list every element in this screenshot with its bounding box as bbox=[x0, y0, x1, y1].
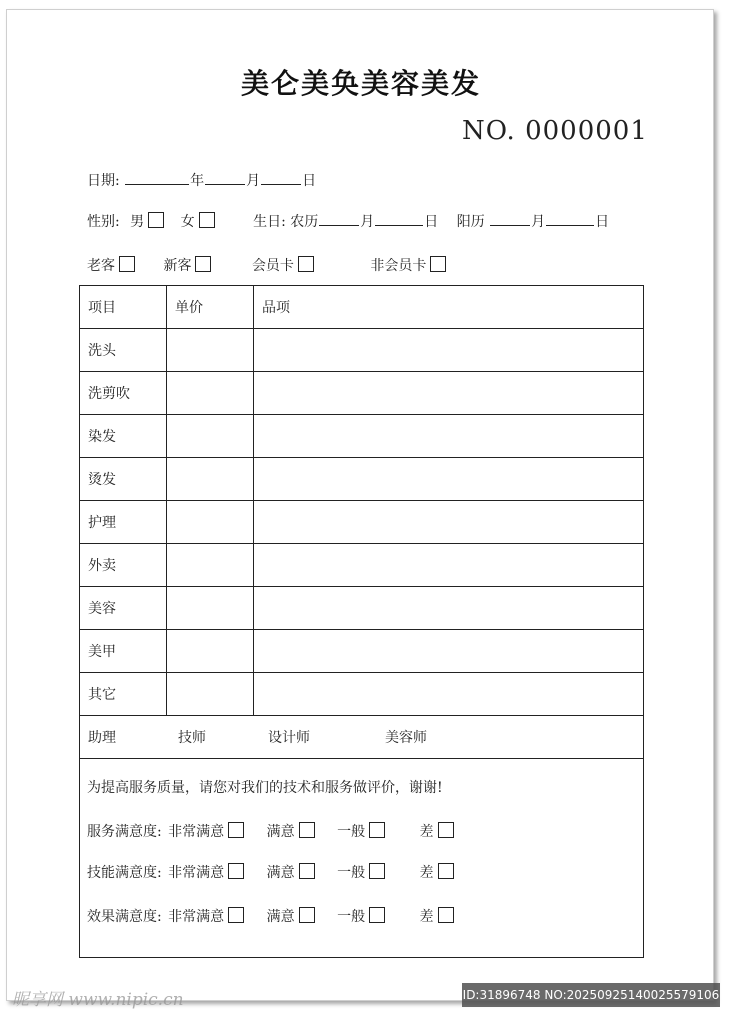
option-very-satisfied: 非常满意 bbox=[168, 824, 225, 840]
option-very-satisfied: 非常满意 bbox=[168, 909, 225, 925]
service-average-checkbox[interactable] bbox=[369, 822, 385, 838]
price-cell[interactable] bbox=[167, 372, 254, 415]
table-row bbox=[80, 673, 644, 716]
gender-label: 性别: bbox=[87, 214, 120, 230]
solar-month-label: 月 bbox=[531, 214, 546, 230]
old-customer-checkbox[interactable] bbox=[119, 256, 135, 272]
survey-row-result bbox=[87, 906, 454, 926]
price-cell[interactable] bbox=[167, 587, 254, 630]
skill-satisfied-checkbox[interactable] bbox=[299, 863, 315, 879]
month-field[interactable] bbox=[205, 170, 245, 185]
form-title: 美仑美奂美容美发 bbox=[240, 67, 481, 100]
price-cell[interactable] bbox=[167, 630, 254, 673]
table-row bbox=[80, 329, 644, 372]
watermark-id: ID:31896748 NO:20250925140025579106 bbox=[462, 983, 720, 1007]
day-field[interactable] bbox=[261, 170, 301, 185]
item-label: 外卖 bbox=[80, 544, 167, 587]
day-label: 日 bbox=[302, 173, 317, 189]
price-cell[interactable] bbox=[167, 544, 254, 587]
survey-intro: 为提高服务质量，请您对我们的技术和服务做评价，谢谢! bbox=[87, 780, 443, 796]
price-cell[interactable] bbox=[167, 329, 254, 372]
skill-average-checkbox[interactable] bbox=[369, 863, 385, 879]
table-row bbox=[80, 372, 644, 415]
option-average: 一般 bbox=[337, 865, 366, 881]
survey-label: 技能满意度: bbox=[87, 865, 162, 881]
product-cell[interactable] bbox=[254, 329, 644, 372]
male-checkbox[interactable] bbox=[148, 212, 164, 228]
assistant-label: 助理 bbox=[88, 730, 116, 746]
result-poor-checkbox[interactable] bbox=[438, 907, 454, 923]
service-poor-checkbox[interactable] bbox=[438, 822, 454, 838]
price-cell[interactable] bbox=[167, 415, 254, 458]
product-cell[interactable] bbox=[254, 372, 644, 415]
member-card-label: 会员卡 bbox=[251, 258, 294, 274]
year-field[interactable] bbox=[125, 170, 189, 185]
product-cell[interactable] bbox=[254, 587, 644, 630]
table-row bbox=[80, 501, 644, 544]
option-average: 一般 bbox=[337, 824, 366, 840]
option-poor: 差 bbox=[419, 865, 434, 881]
lunar-day-label: 日 bbox=[424, 214, 439, 230]
skill-poor-checkbox[interactable] bbox=[438, 863, 454, 879]
non-member-checkbox[interactable] bbox=[430, 256, 446, 272]
table-row bbox=[80, 458, 644, 501]
price-cell[interactable] bbox=[167, 458, 254, 501]
option-poor: 差 bbox=[419, 824, 434, 840]
lunar-label: 农历 bbox=[290, 214, 319, 230]
customer-type-row bbox=[87, 255, 446, 275]
new-customer-checkbox[interactable] bbox=[195, 256, 211, 272]
year-label: 年 bbox=[190, 173, 205, 189]
item-label: 染发 bbox=[80, 415, 167, 458]
result-satisfied-checkbox[interactable] bbox=[299, 907, 315, 923]
staff-cell bbox=[80, 716, 644, 759]
service-satisfied-checkbox[interactable] bbox=[299, 822, 315, 838]
option-satisfied: 满意 bbox=[266, 865, 295, 881]
skill-very-satisfied-checkbox[interactable] bbox=[228, 863, 244, 879]
beautician-label: 美容师 bbox=[385, 730, 427, 746]
table-header-row bbox=[80, 286, 644, 329]
item-label: 美容 bbox=[80, 587, 167, 630]
option-average: 一般 bbox=[337, 909, 366, 925]
survey-label: 效果满意度: bbox=[87, 909, 162, 925]
old-customer-label: 老客 bbox=[87, 258, 115, 274]
date-label: 日期: bbox=[87, 173, 120, 189]
lunar-month-label: 月 bbox=[360, 214, 375, 230]
month-label: 月 bbox=[246, 173, 261, 189]
survey-row-skill bbox=[87, 862, 454, 882]
non-member-label: 非会员卡 bbox=[370, 258, 427, 274]
member-card-checkbox[interactable] bbox=[298, 256, 314, 272]
result-very-satisfied-checkbox[interactable] bbox=[228, 907, 244, 923]
gender-row bbox=[87, 211, 609, 231]
item-label: 护理 bbox=[80, 501, 167, 544]
male-label: 男 bbox=[130, 214, 145, 230]
solar-month-field[interactable] bbox=[490, 211, 530, 226]
service-very-satisfied-checkbox[interactable] bbox=[228, 822, 244, 838]
table-row bbox=[80, 415, 644, 458]
female-checkbox[interactable] bbox=[199, 212, 215, 228]
solar-label: 阳历 bbox=[456, 214, 485, 230]
option-very-satisfied: 非常满意 bbox=[168, 865, 225, 881]
product-cell[interactable] bbox=[254, 544, 644, 587]
survey-row-service bbox=[87, 821, 454, 841]
technician-label: 技师 bbox=[178, 730, 206, 746]
item-label: 美甲 bbox=[80, 630, 167, 673]
result-average-checkbox[interactable] bbox=[369, 907, 385, 923]
staff-row bbox=[80, 716, 644, 759]
option-poor: 差 bbox=[419, 909, 434, 925]
product-cell[interactable] bbox=[254, 415, 644, 458]
new-customer-label: 新客 bbox=[163, 258, 192, 274]
product-cell[interactable] bbox=[254, 458, 644, 501]
birthday-label: 生日: bbox=[253, 214, 286, 230]
item-label: 其它 bbox=[80, 673, 167, 716]
item-label: 洗头 bbox=[80, 329, 167, 372]
table-row bbox=[80, 587, 644, 630]
header-product: 品项 bbox=[254, 286, 644, 329]
item-label: 洗剪吹 bbox=[80, 372, 167, 415]
price-cell[interactable] bbox=[167, 501, 254, 544]
option-satisfied: 满意 bbox=[266, 909, 295, 925]
lunar-month-field[interactable] bbox=[319, 211, 359, 226]
product-cell[interactable] bbox=[254, 630, 644, 673]
header-item: 项目 bbox=[80, 286, 167, 329]
designer-label: 设计师 bbox=[268, 730, 310, 746]
service-table bbox=[79, 285, 644, 958]
date-row bbox=[87, 170, 316, 190]
option-satisfied: 满意 bbox=[266, 824, 295, 840]
price-cell[interactable] bbox=[167, 673, 254, 716]
lunar-day-field[interactable] bbox=[375, 211, 423, 226]
header-price: 单价 bbox=[167, 286, 254, 329]
item-label: 烫发 bbox=[80, 458, 167, 501]
product-cell[interactable] bbox=[254, 673, 644, 716]
solar-day-field[interactable] bbox=[546, 211, 594, 226]
table-row bbox=[80, 544, 644, 587]
survey-label: 服务满意度: bbox=[87, 824, 162, 840]
table-row bbox=[80, 630, 644, 673]
female-label: 女 bbox=[180, 214, 195, 230]
product-cell[interactable] bbox=[254, 501, 644, 544]
solar-day-label: 日 bbox=[595, 214, 610, 230]
serial-number: NO. 0000001 bbox=[462, 116, 648, 146]
watermark-logo: 昵享网 www.nipic.cn bbox=[12, 990, 184, 1010]
